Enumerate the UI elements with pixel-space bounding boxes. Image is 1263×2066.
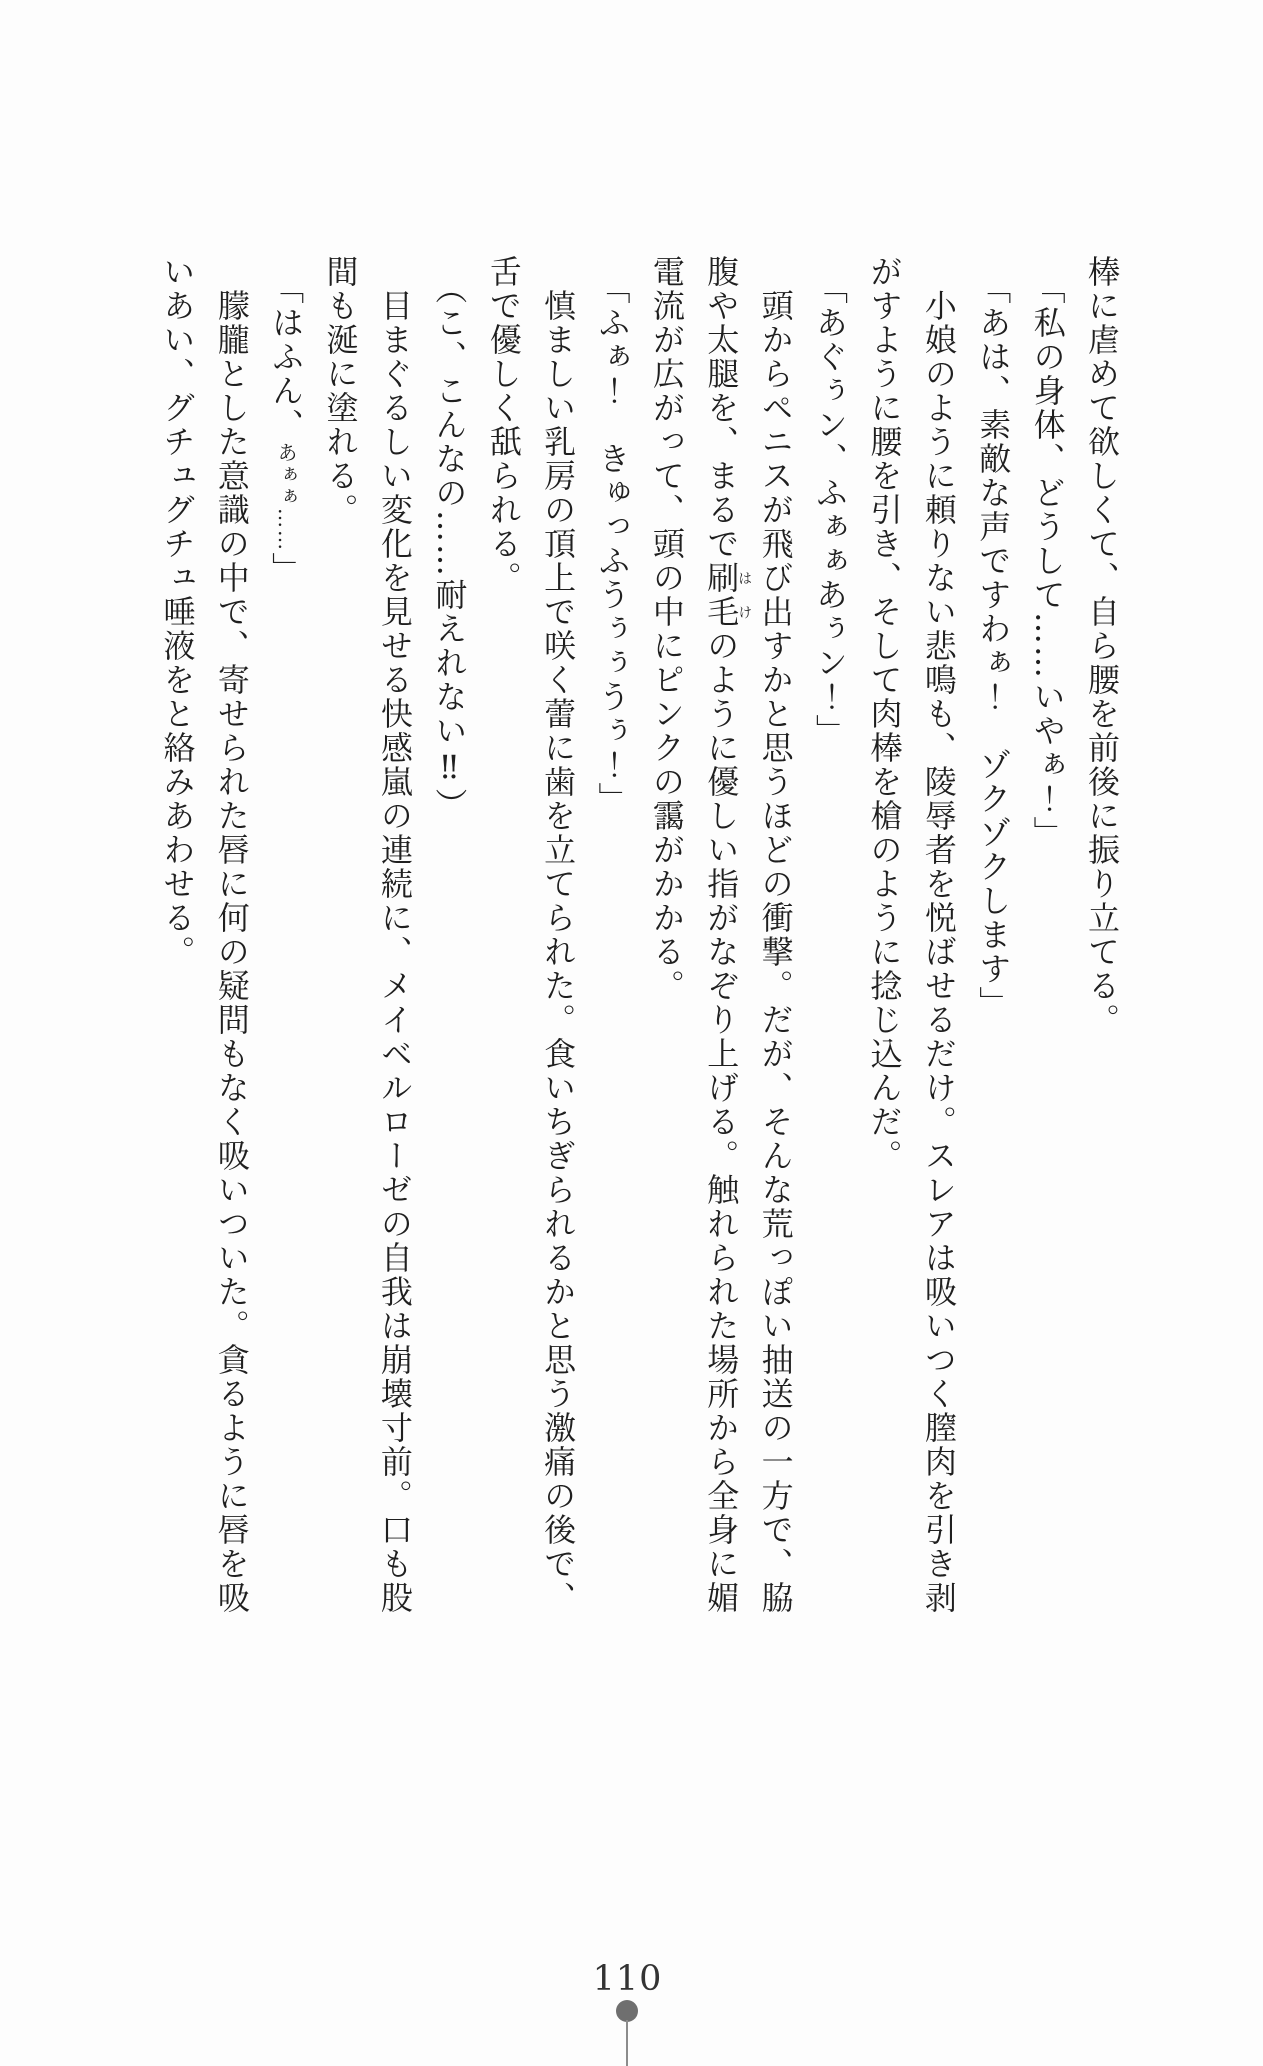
text-run: 「はふん、 (267, 272, 306, 442)
footer-line-ornament (626, 2020, 628, 2066)
text-line (150, 255, 259, 1627)
text-run: 「ふぁ！ きゅっふうぅぅうぅ！」 (593, 272, 632, 816)
furigana: はけ (736, 561, 753, 629)
text-line (1075, 255, 1129, 1627)
text-line (313, 255, 422, 1627)
text-run: 小娘のように頼りない悲鳴も、陵辱者を悦ばせるだけ。スレアは吸いつく膣肉を引き剥がすように腰を引き、そして肉棒を槍のように捻じ込んだ。 (865, 255, 958, 1615)
page-number: 110 (592, 1959, 663, 1999)
text-line (966, 255, 1020, 1627)
text-run: 「あぐぅン、ふぁぁあぅン！」 (811, 272, 850, 748)
text-line (857, 255, 966, 1627)
ruby-annotated-word: 刷毛はけ (702, 561, 753, 629)
text-line (259, 255, 313, 1627)
vertical-text-block (150, 255, 1129, 1627)
text-line (803, 255, 857, 1627)
text-run: 「私の身体、どうして……いやぁ！」 (1028, 272, 1067, 850)
text-run: 頭からペニスが飛び出すかと思うほどの衝撃。だが、そんな荒っぽい抽送の一方で、脇腹や太腿を、まるで (702, 255, 795, 1615)
text-run: （こ、こんなの……耐えれない‼） (430, 272, 469, 822)
text-run: あぁぁ…… (274, 442, 299, 552)
text-run: 朦朧とした意識の中で、寄せられた唇に何の疑問もなく吸いついた。貪るように唇を吸いあい、グチュグチュ唾液をと絡みあわせる。 (158, 255, 251, 1615)
text-line (422, 255, 476, 1627)
text-run: 「あは、素敵な声ですわぁ！ ゾクゾクします」 (974, 272, 1013, 1020)
text-run: 目まぐるしい変化を見せる快感嵐の連続に、メイベルローゼの自我は崩壊寸前。口も股間も涎に塗れる。 (321, 255, 414, 1615)
text-run: 棒に虐めて欲しくて、自ら腰を前後に振り立てる。 (1083, 255, 1121, 1037)
footer-dot-ornament (616, 2000, 638, 2022)
text-line (639, 255, 802, 1627)
text-run: 」 (267, 552, 306, 586)
text-line (476, 255, 585, 1627)
text-line (1020, 255, 1074, 1627)
text-run: 慎ましい乳房の頂上で咲く蕾に歯を立てられた。食いちぎられるかと思う激痛の後で、舌で優しく舐られる。 (484, 255, 578, 1615)
text-line (585, 255, 639, 1627)
text-run: のように優しい指がなぞり上げる。触れられた場所から全身に媚電流が広がって、頭の中にピンクの靄がかかる。 (647, 255, 741, 1615)
